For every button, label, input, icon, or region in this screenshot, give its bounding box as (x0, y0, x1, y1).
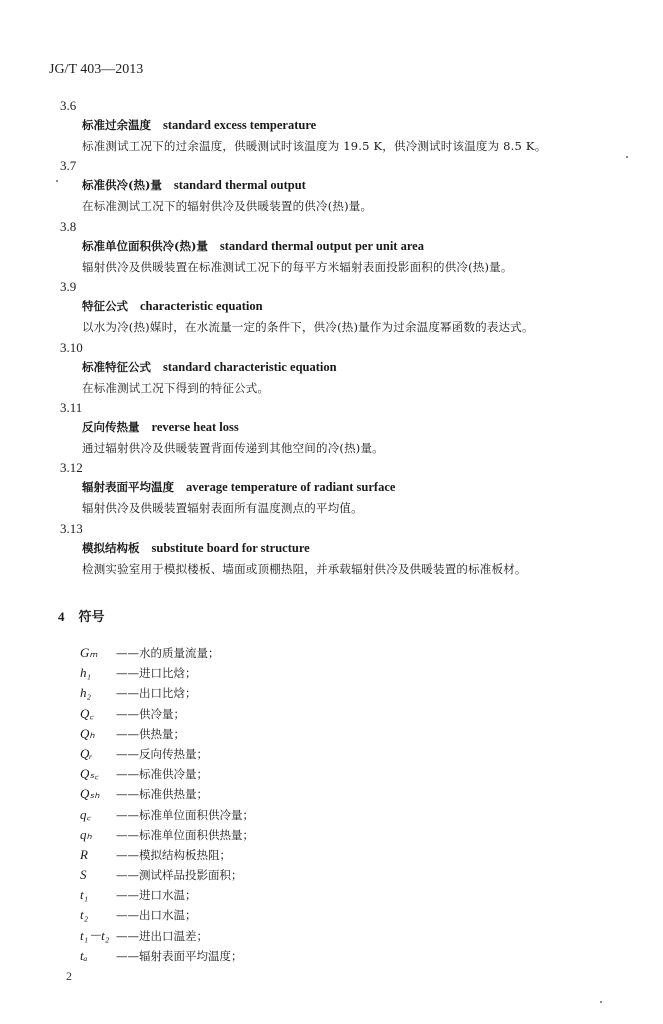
term-3-11 (60, 399, 620, 459)
term-title (82, 417, 620, 438)
symbol-description: ——标准单位面积供冷量； (116, 807, 254, 822)
term-title (82, 477, 620, 498)
symbol-row (80, 683, 254, 703)
term-definition: 在标准测试工况下得到的特征公式。 (82, 380, 270, 395)
symbol: Gₘ (80, 645, 98, 660)
symbol-row (80, 784, 254, 804)
term-title-en: standard excess temperature (163, 118, 317, 132)
symbol-row (80, 845, 254, 865)
term-title-en: standard thermal output per unit area (219, 238, 424, 253)
term-definition: 标准测试工况下的过余温度，供暖测试时该温度为 19.5 K，供冷测试时该温度为 8.5 K。 (82, 139, 547, 153)
symbol-description: ——供冷量； (116, 706, 185, 721)
term-title-en: characteristic equation (140, 299, 263, 314)
symbol-row (80, 865, 254, 885)
symbol-row (80, 946, 254, 966)
symbol: q꜀ (80, 806, 91, 822)
symbol: t₂ (80, 907, 89, 923)
term-title (82, 296, 620, 317)
term-title-en: standard characteristic equation (163, 359, 337, 374)
symbol-description: ——进口比焓； (116, 666, 197, 681)
term-3-13 (60, 520, 620, 580)
term-definition: 通过辐射供冷及供暖装置背面传递到其他空间的冷(热)量。 (82, 440, 384, 455)
term-number: 3.6 (60, 98, 77, 113)
symbol-description: ——进口水温； (116, 888, 197, 903)
term-number: 3.8 (60, 218, 77, 234)
term-3-10 (60, 339, 620, 399)
symbol: t₁ (80, 887, 89, 903)
term-number: 3.10 (60, 339, 83, 355)
term-definition: 检测实验室用于模拟楼板、墙面或顶棚热阻，并承载辐射供冷及供暖装置的标准板材。 (82, 561, 527, 576)
section-heading (58, 606, 105, 625)
document-header: JG/T 403—2013 (49, 62, 144, 77)
term-title (82, 236, 620, 257)
term-title-zh: 标准单位面积供冷(热)量 (82, 238, 208, 253)
symbol-description: ——出口水温； (116, 908, 197, 923)
term-title-en: substitute board for structure (151, 540, 310, 555)
term-title-zh: 特征公式 (82, 299, 128, 314)
symbol-description: ——供热量； (116, 726, 185, 741)
term-title-zh: 反向传热量 (82, 419, 140, 434)
term-title (82, 175, 620, 196)
symbol-description: ——标准单位面积供热量； (116, 827, 254, 842)
symbol-row (80, 704, 254, 724)
symbol-description: ——进出口温差； (116, 928, 208, 943)
term-title-zh: 辐射表面平均温度 (82, 480, 174, 495)
symbol-row (80, 744, 254, 764)
term-title-en: reverse heat loss (151, 419, 239, 434)
symbol: qₕ (80, 826, 92, 842)
symbol: tₐ (80, 947, 88, 963)
symbol-row (80, 643, 254, 663)
symbol: h₁ (80, 665, 92, 681)
symbols-list (80, 643, 254, 966)
scan-speck (56, 180, 58, 182)
symbol: Qₛₕ (80, 786, 100, 802)
scan-speck (626, 156, 628, 158)
symbol-description: ——测试样品投影面积； (116, 868, 243, 883)
term-title-zh: 标准供冷(热)量 (82, 178, 162, 193)
symbol-description: ——标准供冷量； (116, 767, 208, 782)
term-definition: 在标准测试工况下的辐射供冷及供暖装置的供冷(热)量。 (82, 199, 373, 214)
symbol-row (80, 805, 254, 825)
symbol-description: ——模拟结构板热阻； (116, 847, 231, 862)
term-3-9 (60, 278, 620, 338)
term-3-7 (60, 157, 620, 217)
section-number: 4 (58, 609, 65, 624)
term-title-zh: 标准过余温度 (82, 118, 151, 132)
symbol: Qₕ (80, 725, 95, 741)
section-title: 符号 (78, 610, 105, 625)
term-number: 3.11 (60, 399, 83, 415)
symbol: t₁－t₂ (80, 927, 110, 943)
symbol: Qᵣ (80, 745, 93, 761)
symbol-description: ——辐射表面平均温度； (116, 948, 243, 963)
term-number: 3.12 (60, 460, 83, 476)
page-number: 2 (66, 969, 72, 983)
symbol-description: ——水的质量流量； (116, 646, 220, 660)
term-definition: 辐射供冷及供暖装置在标准测试工况下的每平方米辐射表面投影面积的供冷(热)量。 (82, 259, 513, 274)
symbol: Q꜀ (80, 705, 94, 721)
symbol-row (80, 724, 254, 744)
symbol-description: ——出口比焓； (116, 686, 197, 701)
symbol: R (80, 846, 88, 862)
term-title-zh: 标准特征公式 (82, 359, 151, 374)
term-title (82, 115, 620, 136)
term-3-12 (60, 459, 620, 519)
term-number: 3.13 (60, 520, 83, 536)
term-number: 3.9 (60, 279, 77, 295)
scan-speck (600, 1001, 602, 1003)
term-3-8 (60, 218, 620, 278)
symbol-row (80, 663, 254, 683)
term-title-en: average temperature of radiant surface (186, 480, 396, 495)
symbol: h₂ (80, 685, 92, 701)
term-number: 3.7 (60, 158, 77, 174)
terms-list (60, 97, 620, 580)
term-definition: 辐射供冷及供暖装置辐射表面所有温度测点的平均值。 (82, 501, 363, 516)
term-title (82, 538, 620, 559)
symbol-description: ——标准供热量； (116, 787, 208, 802)
term-title-zh: 模拟结构板 (82, 540, 140, 555)
term-3-6 (60, 97, 620, 157)
symbol: S (80, 867, 87, 883)
symbol-row (80, 905, 254, 925)
term-definition: 以水为冷(热)媒时，在水流量一定的条件下，供冷(热)量作为过余温度幂函数的表达式。 (82, 320, 534, 335)
symbol-row (80, 885, 254, 905)
term-title (82, 357, 620, 378)
term-title-en: standard thermal output (173, 178, 306, 193)
symbol-row (80, 926, 254, 946)
symbol: Qₛ꜀ (80, 766, 99, 782)
symbol-row (80, 764, 254, 784)
symbol-row (80, 825, 254, 845)
symbol-description: ——反向传热量； (116, 746, 208, 761)
